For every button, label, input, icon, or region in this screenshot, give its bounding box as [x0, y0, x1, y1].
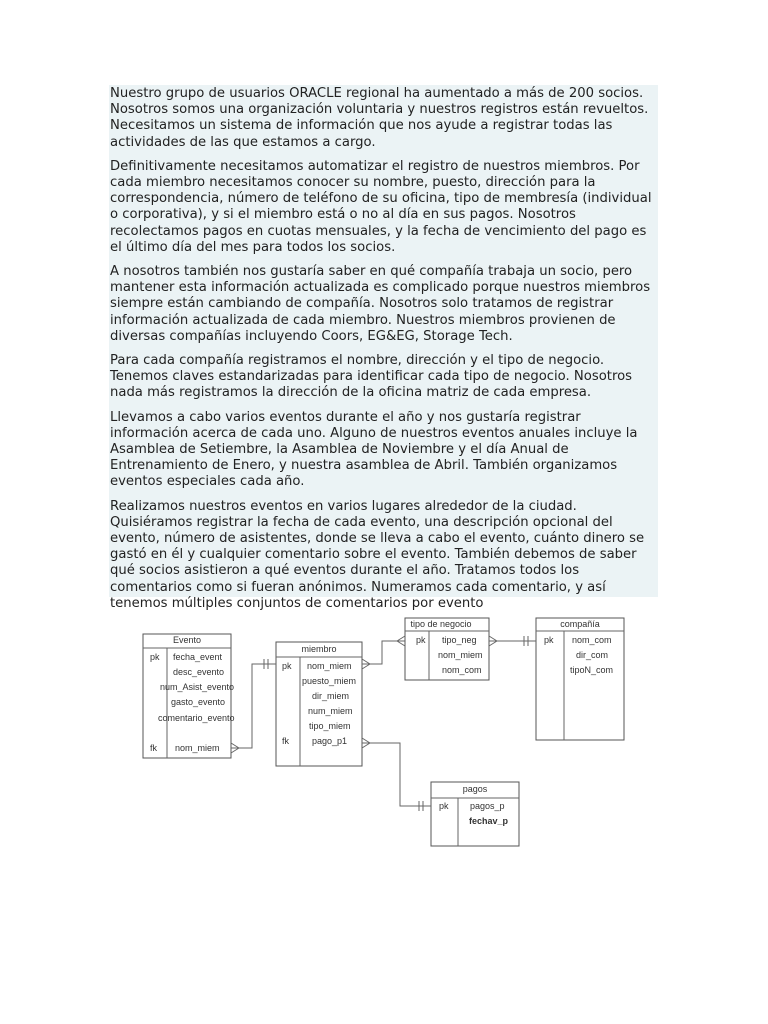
entity-tipo-negocio-key-pk: pk: [416, 635, 426, 645]
relation-miembro-pagos: [362, 738, 431, 811]
entity-evento-field: fecha_event: [173, 652, 223, 662]
entity-evento-field: num_Asist_evento: [160, 682, 235, 692]
entity-miembro-field: pago_p1: [312, 736, 348, 746]
paragraph-6: Realizamos nuestros eventos en varios lugares alrededor de la ciudad. Quisiéramos registrar la fecha de cada evento, una descripción opcional del evento, número de asistentes, donde se lleva a cabo el evento, cuánto dinero se gastó en él y cualquier comentario sobre el evento. También debemos de saber qué socios asistieron a qué eventos durante el año. Tratamos todos los comentarios como si fueran anónimos. Numeramos cada comentario, y así tenemos múltiples conjuntos de comentarios por evento: [110, 498, 645, 611]
entity-tipo-negocio-field: nom_miem: [438, 650, 483, 660]
entity-evento-key-pk: pk: [150, 652, 160, 662]
crowfoot-tiponeg-right-lower: [489, 641, 497, 646]
relation-miembro-tiponegocio: [362, 636, 405, 669]
entity-tipo-negocio: [405, 618, 489, 680]
crowfoot-miembro-pago-lower: [362, 743, 370, 748]
entity-miembro: [276, 642, 362, 766]
entity-evento: [143, 634, 235, 758]
entity-miembro-field: puesto_miem: [302, 676, 357, 686]
crowfoot-miembro-lower: [362, 664, 370, 669]
entity-evento-field: gasto_evento: [171, 697, 226, 707]
paragraph-5: Llevamos a cabo varios eventos durante el año y nos gustaría registrar información acerca de cada uno. Alguno de nuestros eventos anuales incluye la Asamblea de Setiembre, la Asamblea de Noviembre y el día Anual de Entrenamiento de Enero, y nuestra asamblea de Abril. También organizamos eventos especiales cada año.: [110, 409, 638, 490]
entity-evento-key-fk: fk: [150, 743, 158, 753]
entity-tipo-negocio-field: tipo_neg: [442, 635, 477, 645]
crowfoot-miembro-pago-upper: [362, 738, 370, 743]
relation-miembro-pagos-line: [362, 743, 431, 806]
entity-pagos-field: fechav_p: [469, 816, 509, 826]
entity-pagos-title: pagos: [462, 784, 488, 794]
crowfoot-evento-upper: [231, 743, 239, 748]
entity-evento-field: desc_evento: [173, 667, 225, 677]
paragraph-1: Nuestro grupo de usuarios ORACLE regional ha aumentado a más de 200 socios. Nosotros somos una organización voluntaria y nuestros registros están revueltos. Necesitamos un sistema de información que nos ayude a registrar todas las actividades de las que estamos a cargo.: [110, 86, 649, 150]
er-diagram: [140, 612, 660, 862]
entity-evento-title: Evento: [172, 635, 202, 645]
entity-evento-field: comentario_evento: [158, 713, 235, 723]
entity-tipo-negocio-field: nom_com: [442, 665, 482, 675]
entity-miembro-field: nom_miem: [307, 661, 352, 671]
entity-compania-field: nom_com: [572, 635, 612, 645]
entity-compania-field: tipoN_com: [570, 665, 614, 675]
relation-tiponegocio-compania: [489, 636, 536, 646]
entity-miembro-field: tipo_miem: [309, 721, 351, 731]
paragraph-4: Para cada compañía registramos el nombre, dirección y el tipo de negocio. Tenemos claves estandarizadas para identificar cada tipo de negocio. Nosotros nada más registramos la dirección de la oficina matriz de cada empresa.: [110, 353, 633, 401]
crowfoot-miembro-upper: [362, 659, 370, 664]
crowfoot-tiponeg-right-upper: [489, 636, 497, 641]
entity-compania-key-pk: pk: [544, 635, 554, 645]
crowfoot-evento-lower: [231, 748, 239, 753]
relation-evento-miembro-line: [231, 664, 276, 748]
entity-tipo-negocio-title: tipo de negocio: [410, 619, 472, 629]
entity-compania-title: compañía: [560, 619, 600, 629]
entity-pagos-field: pagos_p: [470, 801, 505, 811]
entity-miembro-field: dir_miem: [312, 691, 350, 701]
relation-evento-miembro: [231, 659, 276, 753]
er-diagram-canvas: [140, 612, 660, 862]
entity-compania: [536, 618, 624, 740]
entity-miembro-key-pk: pk: [282, 661, 292, 671]
entity-compania-field: dir_com: [576, 650, 609, 660]
paragraph-2: Definitivamente necesitamos automatizar el registro de nuestros miembros. Por cada miembro necesitamos conocer su nombre, puesto, dirección para la correspondencia, número de teléfono de su oficina, tipo de membresía (individual o corporativa), y si el miembro está o no al día en sus pagos. Nosotros recolectamos pagos en cuotas mensuales, y la fecha de vencimiento del pago es el último día del mes para todos los socios.: [110, 158, 652, 255]
relation-miembro-tiponegocio-line: [362, 641, 405, 664]
entity-miembro-key-fk: fk: [282, 736, 290, 746]
crowfoot-tiponeg-upper: [397, 636, 405, 641]
entity-miembro-title: miembro: [301, 644, 337, 654]
entity-pagos: [431, 782, 519, 846]
crowfoot-tiponeg-lower: [397, 641, 405, 646]
paragraph-3: A nosotros también nos gustaría saber en qué compañía trabaja un socio, pero mantener esta información actualizada es complicado porque nuestros miembros siempre están cambiando de compañía. Nosotros solo tratamos de registrar información actualizada de cada miembro. Nuestros miembros provienen de diversas compañías incluyendo Coors, EG&EG, Storage Tech.: [110, 264, 651, 344]
document-text-panel: [109, 85, 658, 611]
entity-evento-field: nom_miem: [175, 743, 220, 753]
entity-miembro-field: num_miem: [308, 706, 353, 716]
entity-pagos-key-pk: pk: [439, 801, 449, 811]
